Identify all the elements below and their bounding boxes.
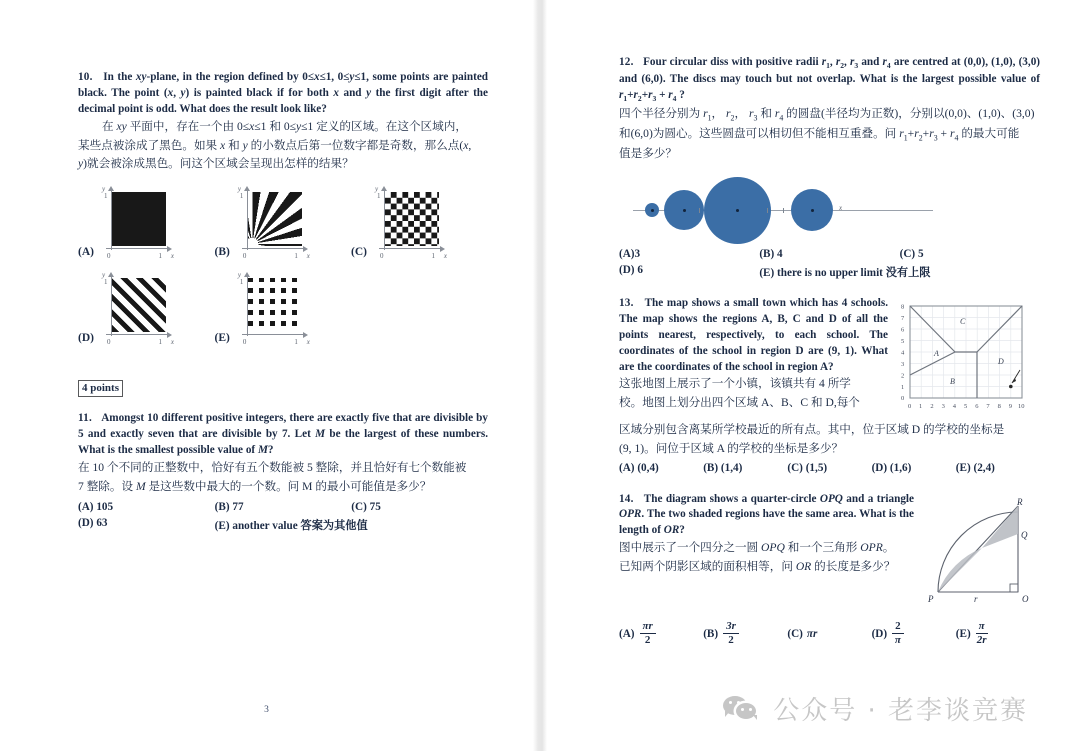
axis-label-x: x [839, 203, 843, 212]
question-14-figure [922, 496, 1040, 609]
option-d-text: 63 [96, 517, 108, 530]
region-label-c: C [960, 316, 966, 326]
option-a[interactable] [78, 501, 215, 513]
y-axis-arrow-a [108, 186, 114, 191]
question-10-figure-row-2 [78, 272, 488, 348]
option-d[interactable] [872, 462, 956, 474]
x-axis-e [242, 334, 306, 335]
disc-center-r1 [651, 209, 654, 212]
right-page [547, 0, 1080, 751]
question-12-chinese-line3: 值是多少？ [619, 147, 677, 161]
option-c-key: (C) [787, 461, 803, 474]
option-c-text: 75 [369, 501, 381, 514]
svg-text:10: 10 [1018, 402, 1025, 410]
svg-text:7: 7 [986, 402, 990, 410]
option-a-denominator: 2 [644, 634, 651, 647]
option-a-key: (A) [78, 501, 94, 514]
option-c[interactable] [787, 628, 871, 640]
y-tick-one-c: 1 [377, 192, 381, 201]
wechat-eye-1 [729, 701, 732, 704]
question-12 [619, 55, 1040, 280]
question-10-figure-row-1 [78, 186, 488, 262]
svg-text:4: 4 [952, 402, 957, 410]
option-b-key: (B) [703, 627, 719, 640]
question-13-options [619, 462, 1040, 474]
svg-text:2: 2 [930, 402, 934, 410]
question-10-option-a[interactable] [78, 186, 215, 262]
y-label-d: y [101, 271, 106, 280]
disc-center-r2 [683, 209, 686, 212]
question-13-english-text: The map shows a small town which has 4 schools. The map shows the regions A, B, C and D of all the points nearest, respectively, to each school. The coordinates of the school in region D are (9, 1). What are the coordinates of the school in region A? [619, 296, 889, 373]
x-axis-b [242, 248, 306, 249]
school-pointer-arrowhead [1012, 378, 1016, 383]
origin-label-c: 0 [380, 252, 384, 261]
option-label-d: (D) [78, 332, 94, 345]
option-d[interactable] [78, 517, 215, 533]
question-11-options-row-2 [78, 517, 488, 533]
svg-text:7: 7 [901, 314, 905, 322]
question-13 [619, 296, 1040, 474]
wechat-eye-2 [737, 701, 740, 704]
vertex-label-p: P [928, 593, 934, 604]
question-14-chinese-line2: 已知两个阴影区域的面积相等，问 OR 的长度是多少？ [619, 560, 896, 573]
option-e[interactable] [759, 264, 1039, 280]
option-b[interactable] [703, 462, 787, 474]
svg-text:3: 3 [941, 402, 945, 410]
svg-text:3: 3 [901, 360, 905, 368]
question-10-english-text: In the xy-plane, in the region defined by 0≤x≤1, 0≤y≤1, some points are painted black. The point (x, y) is painted black if for both x and y the first digit after the decimal point is odd. What does the result look like? [78, 71, 489, 115]
option-e-fraction [976, 621, 988, 647]
x-label-c: x [443, 252, 447, 261]
points-banner: 4 points [78, 380, 123, 397]
origin-label-d: 0 [106, 338, 111, 347]
question-11 [78, 411, 488, 533]
option-a[interactable] [619, 462, 703, 474]
question-11-number: 11. [78, 412, 92, 425]
option-a[interactable] [619, 621, 703, 647]
option-e-numerator: π [976, 621, 988, 635]
plot-c [373, 186, 445, 262]
option-a[interactable] [619, 248, 759, 260]
option-a-key: (A) [619, 461, 635, 474]
svg-text:1: 1 [901, 383, 905, 391]
tick-mark-2 [767, 208, 768, 213]
option-c[interactable] [787, 462, 871, 474]
option-d-fraction [892, 621, 904, 647]
y-axis-arrow-e [244, 272, 250, 277]
wechat-eye-4 [749, 708, 752, 711]
y-tick-one-e: 1 [239, 278, 244, 287]
option-d-key: (D) [871, 461, 888, 474]
question-12-chinese-line2: 和(6,0)为圆心。这些圆盘可以相切但不能相互重叠。问 $r_1+r_2+r_3 + r_4$ 的最大可能 [619, 127, 1020, 143]
y-label-e: y [237, 271, 241, 280]
question-13-chinese-line4: (9, 1)。问位于区域 A 的学校的坐标是多少？ [619, 441, 844, 455]
x-axis-d [106, 334, 170, 335]
option-a-text: 105 [96, 501, 114, 514]
option-c[interactable] [351, 501, 488, 513]
watermark-text: 公众号 · 老李谈竞赛 [773, 696, 1028, 726]
option-e-text: another value 答案为其他值 [232, 520, 368, 533]
question-10-chinese-line3: y)就会被涂成黑色。问这个区域会呈现出怎样的结果？ [78, 157, 354, 171]
y-axis-arrow-d [108, 272, 114, 277]
right-angle-marker [1010, 584, 1018, 592]
y-label-a: y [101, 185, 106, 194]
option-d-numerator: 2 [892, 621, 904, 635]
y-tick-one-d: 1 [103, 278, 108, 287]
svg-text:8: 8 [901, 303, 905, 311]
option-b-key: (B) [214, 501, 230, 514]
shaded-region-lower [938, 548, 982, 592]
option-label-c: (C) [351, 246, 367, 259]
wechat-tail-small [753, 715, 757, 720]
question-13-number: 13. [619, 296, 634, 309]
vertex-label-r: R [1017, 496, 1023, 507]
question-11-english [78, 411, 488, 459]
x-label-a: x [170, 252, 174, 261]
question-10-english [78, 70, 488, 118]
x-label-d: x [170, 338, 174, 347]
question-13-chinese-line3: 区域分别包含离某所学校最近的所有点。其中，位于区域 D 的学校的坐标是 [619, 422, 1005, 436]
disc-center-r3 [736, 209, 739, 212]
option-d-key: (D) [871, 627, 888, 640]
question-14-english [619, 492, 914, 540]
option-e[interactable] [956, 621, 1040, 647]
map-y-tick-labels [901, 303, 905, 402]
wechat-tail-large [725, 711, 730, 717]
svg-text:6: 6 [975, 402, 979, 410]
option-a-text: (0,4) [637, 461, 659, 474]
question-10-option-c[interactable] [351, 186, 488, 262]
x-label-e: x [306, 338, 310, 347]
option-b-text: (1,4) [720, 461, 743, 474]
y-axis-arrow-c [381, 186, 387, 191]
question-12-options-row-2 [619, 264, 1040, 280]
plot-b [236, 186, 308, 262]
question-12-chinese-line1: 四个半径分别为 $r_1$， $r_2$， $r_3$ 和 $r_4$ 的圆盘(半径均为正数)，分别以(0,0)、(1,0)、(3,0) [619, 106, 1035, 123]
y-label-c: y [375, 185, 379, 194]
question-12-english-text: Four circular diss with positive radii $r_1$, $r_2$, $r_3$ and $r_4$ are centred at (0,0), (1,0), (3,0) and (6,0). The discs may touch but not overlap. What is the largest possible value of $r_1+r_2+r_3 + r_4$ ? [619, 56, 1041, 104]
region-label-b: B [950, 376, 955, 386]
y-label-b: y [237, 185, 241, 194]
option-d-key: (D) [619, 263, 635, 276]
region-label-a: A [934, 348, 939, 358]
pattern-c [385, 192, 439, 246]
question-10-chinese-line2: 某些点被涂成了黑色。如果 x 和 y 的小数点后第一位数字都是奇数，那么点(x, [78, 138, 472, 152]
question-13-map-figure [898, 298, 1040, 421]
question-13-english [619, 296, 888, 376]
left-page [0, 0, 533, 751]
option-b-key: (B) [759, 247, 775, 260]
svg-text:1: 1 [919, 402, 923, 410]
page-gutter [533, 0, 547, 751]
option-b[interactable] [703, 621, 787, 647]
svg-text:4: 4 [901, 349, 905, 357]
question-11-chinese-line1: 在 10 个不同的正整数中，恰好有五个数能被 5 整除，并且恰好有七个数能被 [78, 460, 467, 474]
option-d-denominator: π [894, 634, 901, 647]
origin-label-a: 0 [106, 252, 111, 261]
voronoi-map-svg [898, 298, 1036, 416]
option-c-text: (1,5) [805, 461, 828, 474]
option-a-numerator: πr [640, 621, 656, 635]
option-label-b: (B) [214, 246, 230, 259]
option-c[interactable] [900, 248, 1040, 260]
option-e[interactable] [215, 517, 488, 533]
pattern-e [248, 278, 302, 332]
svg-text:0: 0 [908, 402, 912, 410]
pattern-b [248, 192, 302, 246]
x-tick-one-e: 1 [294, 338, 298, 347]
plot-d [100, 272, 172, 348]
quarter-circle-triangle-svg [922, 496, 1034, 604]
option-a-text: 3 [634, 247, 641, 260]
option-label-e: (E) [214, 332, 230, 345]
option-b-numerator: 3r [723, 621, 739, 635]
option-c-text: πr [806, 627, 818, 640]
option-c-text: 5 [917, 247, 924, 260]
pattern-a [112, 192, 166, 246]
plot-e [236, 272, 308, 348]
option-b-text: 77 [232, 501, 244, 514]
x-tick-one-d: 1 [158, 338, 162, 347]
question-11-options-row-1 [78, 501, 488, 513]
option-b-text: 4 [777, 247, 783, 260]
x-axis-c [379, 248, 443, 249]
question-12-english [619, 55, 1040, 105]
plot-a [100, 186, 172, 262]
option-b[interactable] [215, 501, 352, 513]
y-tick-one-a: 1 [103, 192, 108, 201]
option-c-key: (C) [899, 247, 916, 260]
question-12-options-row-1 [619, 248, 1040, 260]
x-label-b: x [306, 252, 310, 261]
x-tick-one-b: 1 [294, 252, 298, 261]
question-11-chinese-line2: 7 整除。设 M 是这些数中最大的一个数。问 M 的最小可能值是多少？ [78, 479, 432, 493]
option-e-denominator: 2r [976, 634, 987, 647]
school-marker-region-d [1009, 385, 1013, 389]
disc-center-r4 [811, 209, 814, 212]
question-10-option-b[interactable] [215, 186, 352, 262]
option-d-key: (D) [78, 517, 94, 530]
option-a-key: (A) [619, 627, 635, 640]
question-14 [619, 492, 1040, 647]
question-14-number: 14. [619, 492, 634, 505]
question-10-number: 10. [78, 71, 93, 83]
option-d[interactable] [619, 264, 759, 280]
page-number: 3 [264, 705, 269, 715]
svg-text:5: 5 [964, 402, 968, 410]
option-d-text: (1,6) [889, 461, 912, 474]
option-c-key: (C) [351, 501, 367, 514]
svg-text:5: 5 [901, 337, 905, 345]
x-axis-a [106, 248, 170, 249]
question-10-option-e[interactable] [215, 272, 352, 348]
option-e-key: (E) [214, 520, 230, 533]
question-10-option-d[interactable] [78, 272, 215, 348]
option-e-text: (2,4) [973, 461, 995, 474]
question-12-disc-diagram [623, 170, 1040, 240]
y-tick-one-b: 1 [239, 192, 244, 201]
question-14-chinese-line1: 图中展示了一个四分之一圆 OPQ 和一个三角形 OPR。 [619, 541, 895, 555]
option-e-key: (E) [955, 627, 971, 640]
svg-text:6: 6 [901, 326, 905, 334]
question-14-english-text: The diagram shows a quarter-circle OPQ and a triangle OPR. The two shaded regions have the same area. What is the length of OR? [619, 492, 915, 537]
svg-text:8: 8 [997, 402, 1001, 410]
x-tick-one-c: 1 [431, 252, 435, 261]
vertex-label-q: Q [1021, 529, 1028, 540]
origin-label-e: 0 [242, 338, 247, 347]
segment-pq-helper [938, 536, 1018, 592]
option-e[interactable] [956, 462, 1040, 474]
option-b[interactable] [759, 248, 899, 260]
vertex-label-o: O [1022, 593, 1029, 604]
option-e-text: there is no upper limit 没有上限 [777, 266, 931, 279]
option-d-text: 6 [637, 263, 643, 276]
watermark [723, 690, 1028, 727]
option-e-key: (E) [955, 461, 971, 474]
y-axis-arrow-b [244, 186, 250, 191]
side-label-r: r [974, 593, 978, 604]
pattern-d [112, 278, 166, 332]
option-b-denominator: 2 [728, 634, 734, 647]
svg-text:0: 0 [901, 394, 905, 402]
option-c-key: (C) [787, 627, 803, 640]
tick-mark-1 [699, 208, 700, 213]
option-b-key: (B) [703, 461, 719, 474]
question-10-chinese-line1: 在 xy 平面中，存在一个由 0≤x≤1 和 0≤y≤1 定义的区域。在这个区域内， [102, 119, 467, 133]
wechat-eye-3 [741, 708, 744, 711]
region-label-d: D [998, 356, 1004, 366]
option-a-fraction [640, 621, 656, 647]
question-10-figure-set [78, 186, 488, 348]
tick-mark-3 [783, 208, 784, 213]
option-d[interactable] [872, 621, 956, 647]
question-10 [78, 70, 488, 348]
question-12-number: 12. [619, 56, 634, 68]
question-11-english-text: Amongst 10 different positive integers, there are exactly five that are divisible by 5 and exactly seven that are divisible by 7. Let M be the largest of these numbers. What is the smallest possible value of M? [78, 412, 489, 456]
svg-text:2: 2 [901, 372, 905, 380]
option-label-a: (A) [78, 246, 94, 259]
question-14-options [619, 621, 1040, 647]
option-a-key: (A) [619, 247, 635, 260]
wechat-icon [723, 695, 761, 723]
question-13-chinese-line1: 这张地图上展示了一个小镇，该镇共有 4 所学 [619, 377, 851, 391]
option-e-key: (E) [759, 266, 775, 279]
origin-label-b: 0 [242, 252, 247, 261]
map-x-tick-labels [908, 403, 1025, 410]
svg-text:9: 9 [1008, 402, 1013, 410]
x-tick-one-a: 1 [158, 252, 162, 261]
option-b-fraction [723, 621, 739, 647]
question-13-chinese-line2: 校。地图上划分出四个区域 A、B、C 和 D,每个 [619, 396, 860, 410]
